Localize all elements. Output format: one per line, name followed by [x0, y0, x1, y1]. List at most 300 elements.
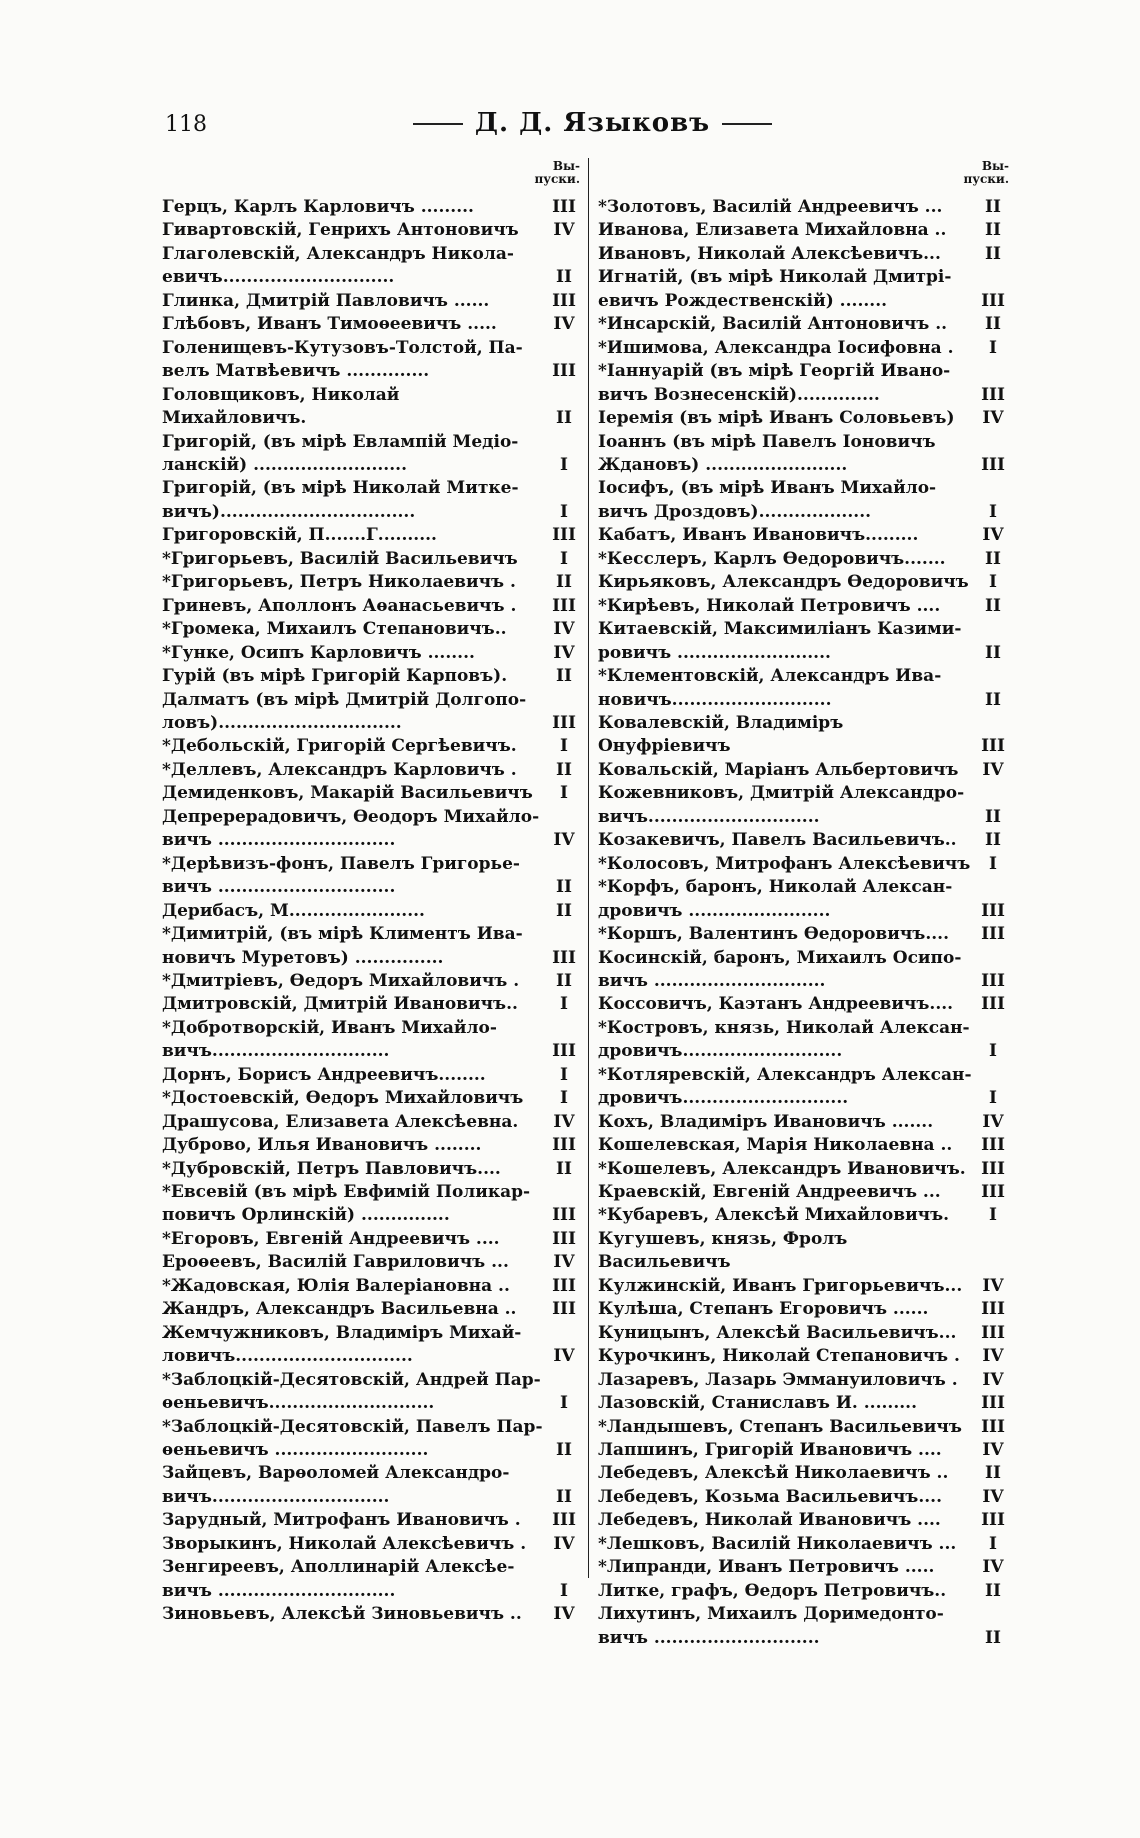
entry-name: Зарудный, Митрофанъ Ивановичъ . [162, 1510, 521, 1531]
index-entry [598, 1533, 1011, 1556]
entry-name: *Дмитріевъ, Ѳедоръ Михайловичъ . [162, 970, 520, 991]
entry-name: дровичъ........................... [598, 1041, 843, 1062]
index-entry [162, 571, 582, 594]
entry-volume: III [552, 1299, 576, 1320]
index-entry [598, 571, 1011, 594]
entry-name: Далматъ (въ мірѣ Дмитрій Долгопо- [162, 689, 527, 710]
left-column-rows [162, 196, 582, 1627]
entry-name: Іоаннъ (въ мірѣ Павелъ Іоновичъ [598, 431, 936, 452]
index-entry [162, 1416, 582, 1439]
entry-volume: II [556, 1440, 572, 1461]
index-entry [162, 360, 582, 383]
index-entry [162, 1134, 582, 1157]
entry-volume: IV [982, 1275, 1004, 1296]
index-entry [598, 712, 1011, 759]
index-entry [162, 735, 582, 758]
entry-volume: II [556, 572, 572, 593]
index-entry [162, 876, 582, 899]
right-column-rows [598, 196, 1011, 1650]
page-title-line [165, 108, 1020, 138]
entry-volume: IV [982, 1557, 1004, 1578]
entry-volume: III [552, 1135, 576, 1156]
entry-volume: III [981, 1416, 1005, 1437]
entry-name: ѳеньевичъ............................ [162, 1393, 435, 1414]
index-entry [598, 1228, 1011, 1275]
index-entry [162, 1204, 582, 1227]
entry-name: вичъ .............................. [162, 877, 396, 898]
entry-name: *Коршъ, Валентинъ Ѳедоровичъ.... [598, 924, 949, 945]
entry-name: вичъ Дроздовъ)................... [598, 501, 872, 522]
index-entry [598, 313, 1011, 336]
entry-volume: III [981, 1158, 1005, 1179]
index-entry [162, 1603, 582, 1626]
index-entry [598, 1486, 1011, 1509]
entry-name: вичъ.............................. [162, 1041, 390, 1062]
index-entry [598, 501, 1011, 524]
index-entry [598, 1392, 1011, 1415]
index-entry [162, 1345, 582, 1368]
entry-name: вичъ.............................. [162, 1486, 390, 1507]
entry-name: Лихутинъ, Михаилъ Доримедонто- [598, 1604, 944, 1625]
entry-volume: III [981, 994, 1005, 1015]
index-entry [162, 1181, 582, 1204]
entry-name: вичъ .............................. [162, 830, 396, 851]
index-entry [598, 1087, 1011, 1110]
entry-name: Зайцевъ, Варѳоломей Александро- [162, 1463, 510, 1484]
entry-name: ѳеньевичъ .......................... [162, 1440, 429, 1461]
entry-name: Демиденковъ, Макарій Васильевичъ [162, 783, 533, 804]
index-entry [598, 1627, 1011, 1650]
entry-name: Ковалевскій, Владиміръ Онуфріевичъ [598, 712, 850, 757]
entry-name: Ковальскій, Маріанъ Альбертовичъ [598, 759, 959, 780]
entry-name: евичъ Рождественскій) ........ [598, 290, 888, 311]
index-entry [162, 923, 582, 946]
entry-volume: III [552, 1510, 576, 1531]
index-entry [162, 1298, 582, 1321]
index-entry [162, 806, 582, 829]
entry-name: Кирьяковъ, Александръ Ѳедоровичъ [598, 572, 969, 593]
index-entry [162, 477, 582, 500]
entry-name: *Добротворскій, Иванъ Михайло- [162, 1017, 497, 1038]
entry-name: Козакевичъ, Павелъ Васильевичъ.. [598, 830, 957, 851]
index-entry [162, 595, 582, 618]
entry-name: Ивановъ, Николай Алексѣевичъ... [598, 243, 941, 264]
index-entry [598, 900, 1011, 923]
index-entry [598, 1134, 1011, 1157]
index-entry [598, 1064, 1011, 1087]
index-entry [162, 290, 582, 313]
index-entry [598, 923, 1011, 946]
entry-volume: IV [982, 1346, 1004, 1367]
index-entry [162, 712, 582, 735]
index-entry [598, 1439, 1011, 1462]
index-entry [598, 454, 1011, 477]
entry-name: *Достоевскій, Ѳедоръ Михайловичъ [162, 1088, 524, 1109]
index-entry [598, 290, 1011, 313]
entry-name: *Кошелевъ, Александръ Ивановичъ. [598, 1158, 966, 1179]
index-entry [598, 477, 1011, 500]
entry-name: Кабатъ, Иванъ Ивановичъ......... [598, 525, 919, 546]
index-entry [598, 1556, 1011, 1579]
index-entry [162, 454, 582, 477]
entry-volume: I [560, 454, 568, 475]
index-entry [162, 1509, 582, 1532]
index-entry [162, 243, 582, 266]
entry-name: Краевскій, Евгеній Андреевичъ ... [598, 1182, 941, 1203]
entry-volume: I [560, 736, 568, 757]
index-entry [598, 947, 1011, 970]
index-entry [162, 196, 582, 219]
entry-volume: III [552, 1041, 576, 1062]
left-column [162, 160, 582, 1627]
index-entry [162, 501, 582, 524]
entry-name: дровичъ ........................ [598, 900, 831, 921]
entry-volume: IV [982, 1486, 1004, 1507]
entry-name: *Котляревскій, Александръ Алексан- [598, 1064, 972, 1085]
entry-volume: III [981, 290, 1005, 311]
index-entry [598, 993, 1011, 1016]
entry-volume: I [560, 501, 568, 522]
entry-name: ловъ)............................... [162, 712, 402, 733]
index-entry [598, 337, 1011, 360]
entry-volume: IV [553, 1604, 575, 1625]
page-number: 118 [165, 112, 207, 137]
entry-name: Жандръ, Александръ Васильевна .. [162, 1299, 517, 1320]
entry-name: Дуброво, Илья Ивановичъ ........ [162, 1135, 482, 1156]
entry-volume: I [560, 1580, 568, 1601]
entry-name: Лазовскій, Станиславъ И. ......... [598, 1393, 917, 1414]
index-entry [162, 1111, 582, 1134]
index-entry [598, 1181, 1011, 1204]
index-entry [598, 1204, 1011, 1227]
index-entry [162, 219, 582, 242]
index-entry [162, 1369, 582, 1392]
index-entry [598, 1040, 1011, 1063]
entry-volume: IV [982, 408, 1004, 429]
index-entry [162, 759, 582, 782]
entry-name: Депререрадовичъ, Ѳеодоръ Михайло- [162, 806, 540, 827]
index-entry [162, 1392, 582, 1415]
entry-volume: II [985, 220, 1001, 241]
entry-volume: III [552, 712, 576, 733]
index-entry [162, 524, 582, 547]
entry-volume: III [981, 1322, 1005, 1343]
entry-volume: II [556, 970, 572, 991]
index-entry [598, 1158, 1011, 1181]
left-column-header: Вы- пуски. [534, 159, 580, 186]
entry-volume: III [981, 1510, 1005, 1531]
entry-volume: III [552, 595, 576, 616]
entry-volume: II [985, 806, 1001, 827]
index-entry [162, 665, 582, 688]
entry-name: ланскій) .......................... [162, 454, 407, 475]
index-entry [162, 548, 582, 571]
entry-volume: II [985, 314, 1001, 335]
entry-name: *Дебольскій, Григорій Сергѣевичъ. [162, 736, 517, 757]
index-entry [162, 1533, 582, 1556]
index-entry [598, 384, 1011, 407]
entry-volume: IV [982, 759, 1004, 780]
entry-name: Герцъ, Карлъ Карловичъ ......... [162, 197, 474, 217]
index-entry [162, 313, 582, 336]
entry-volume: I [560, 1393, 568, 1414]
index-entry [162, 1439, 582, 1462]
column-divider [588, 158, 589, 1578]
entry-name: Дорнъ, Борисъ Андреевичъ........ [162, 1064, 486, 1085]
index-entry [162, 1087, 582, 1110]
entry-volume: II [556, 900, 572, 921]
index-entry [598, 407, 1011, 430]
index-entry [162, 384, 582, 431]
entry-volume: I [560, 1064, 568, 1085]
entry-volume: III [552, 1275, 576, 1296]
entry-name: *Заблоцкій-Десятовскій, Павелъ Пар- [162, 1416, 543, 1437]
index-entry [598, 595, 1011, 618]
entry-name: *Деллевъ, Александръ Карловичъ . [162, 759, 517, 780]
index-entry [598, 1298, 1011, 1321]
entry-volume: I [989, 1088, 997, 1109]
entry-volume: IV [982, 1369, 1004, 1390]
entry-name: Іеремія (въ мірѣ Иванъ Соловьевъ) [598, 408, 955, 429]
index-entry [162, 337, 582, 360]
entry-name: *Костровъ, князь, Николай Алексан- [598, 1017, 970, 1038]
entry-volume: IV [553, 1111, 575, 1132]
entry-volume: IV [982, 1111, 1004, 1132]
entry-name: *Заблоцкій-Десятовскій, Андрей Пар- [162, 1369, 541, 1390]
entry-name: велъ Матвѣевичъ .............. [162, 361, 430, 382]
entry-volume: I [560, 548, 568, 569]
index-entry [598, 970, 1011, 993]
entry-volume: IV [553, 314, 575, 335]
entry-name: Коссовичъ, Каэтанъ Андреевичъ.... [598, 994, 954, 1015]
entry-name: *Ландышевъ, Степанъ Васильевичъ [598, 1416, 962, 1437]
entry-name: *Колосовъ, Митрофанъ Алексѣевичъ [598, 853, 971, 874]
entry-volume: IV [553, 642, 575, 663]
index-entry [162, 618, 582, 641]
title-rule-left [413, 123, 463, 125]
entry-name: Глѣбовъ, Иванъ Тимоѳеевичъ ..... [162, 314, 497, 335]
index-entry [162, 947, 582, 970]
index-entry [598, 829, 1011, 852]
entry-volume: III [981, 1135, 1005, 1156]
entry-name: Зворыкинъ, Николай Алексѣевичъ . [162, 1533, 527, 1554]
entry-name: *Клементовскій, Александръ Ива- [598, 666, 942, 687]
entry-name: *Іаннуарій (въ мірѣ Георгій Ивано- [598, 361, 951, 382]
entry-volume: II [985, 243, 1001, 264]
entry-volume: III [552, 290, 576, 311]
entry-volume: I [560, 994, 568, 1015]
index-entry [598, 642, 1011, 665]
entry-name: вичъ............................. [598, 806, 820, 827]
index-entry [598, 1345, 1011, 1368]
index-entry [598, 1275, 1011, 1298]
entry-name: вичъ Вознесенскій).............. [598, 384, 880, 405]
entry-volume: II [556, 267, 572, 288]
entry-volume: IV [982, 525, 1004, 546]
entry-volume: I [989, 853, 997, 874]
entry-name: *Григорьевъ, Василій Васильевичъ [162, 548, 518, 569]
right-column-header: Вы- пуски. [963, 159, 1009, 186]
entry-name: Дерибасъ, М....................... [162, 900, 425, 921]
entry-name: Игнатій, (въ мірѣ Николай Дмитрі- [598, 267, 952, 288]
index-entry [598, 219, 1011, 242]
entry-volume: II [985, 642, 1001, 663]
index-entry [598, 1603, 1011, 1626]
entry-name: новичъ Муретовъ) ............... [162, 947, 444, 968]
entry-name: Лебедевъ, Козьма Васильевичъ.... [598, 1486, 942, 1507]
index-entry [162, 1580, 582, 1603]
entry-name: Кошелевская, Марія Николаевна .. [598, 1135, 953, 1156]
entry-volume: I [989, 1205, 997, 1226]
entry-name: Глаголевскій, Александръ Никола- [162, 243, 514, 264]
entry-volume: II [985, 197, 1001, 217]
entry-name: Литке, графъ, Ѳедоръ Петровичъ.. [598, 1580, 947, 1601]
entry-volume: III [552, 197, 576, 217]
entry-name: евичъ............................. [162, 267, 395, 288]
entry-name: Лебедевъ, Николай Ивановичъ .... [598, 1510, 941, 1531]
entry-name: ровичъ .......................... [598, 642, 831, 663]
entry-name: Китаевскій, Максимиліанъ Казими- [598, 619, 962, 640]
index-entry [598, 1369, 1011, 1392]
index-entry [598, 1509, 1011, 1532]
entry-name: *Дерѣвизъ-фонъ, Павелъ Григорье- [162, 853, 520, 874]
entry-volume: I [989, 572, 997, 593]
index-entry [162, 689, 582, 712]
entry-name: *Громека, Михаилъ Степановичъ.. [162, 619, 507, 640]
index-entry [162, 1462, 582, 1485]
entry-volume: III [981, 1299, 1005, 1320]
entry-volume: II [985, 1627, 1001, 1648]
entry-name: *Ишимова, Александра Іосифовна . [598, 337, 954, 358]
entry-name: Ероѳеевъ, Василій Гавриловичъ ... [162, 1252, 509, 1273]
entry-name: дровичъ............................ [598, 1088, 849, 1109]
index-entry [598, 1416, 1011, 1439]
entry-name: Голенищевъ-Кутузовъ-Толстой, Па- [162, 337, 523, 358]
entry-name: Драшусова, Елизавета Алексѣевна. [162, 1111, 519, 1132]
entry-volume: II [556, 666, 572, 687]
entry-name: Глинка, Дмитрій Павловичъ ...... [162, 290, 490, 311]
index-entry [162, 1275, 582, 1298]
index-entry [598, 876, 1011, 899]
entry-name: Кожевниковъ, Дмитрій Александро- [598, 783, 965, 804]
index-entry [598, 548, 1011, 571]
entry-volume: III [981, 924, 1005, 945]
entry-volume: III [981, 970, 1005, 991]
right-column [598, 160, 1011, 1650]
index-entry [162, 1251, 582, 1274]
entry-volume: III [552, 1228, 576, 1249]
index-entry [598, 853, 1011, 876]
index-entry [162, 266, 582, 289]
entry-volume: IV [553, 1346, 575, 1367]
entry-name: вичъ)................................. [162, 501, 416, 522]
entry-name: вичъ ............................ [598, 1627, 820, 1648]
entry-volume: II [556, 759, 572, 780]
title-rule-right [722, 123, 772, 125]
entry-volume: II [556, 1158, 572, 1179]
entry-name: Курочкинъ, Николай Степановичъ . [598, 1346, 960, 1367]
entry-volume: IV [553, 830, 575, 851]
entry-volume: II [985, 830, 1001, 851]
entry-volume: IV [553, 619, 575, 640]
entry-name: повичъ Орлинскій) ............... [162, 1205, 450, 1226]
entry-name: Зиновьевъ, Алексѣй Зиновьевичъ .. [162, 1604, 522, 1625]
entry-name: Лапшинъ, Григорій Ивановичъ .... [598, 1440, 942, 1461]
entry-name: *Кирѣевъ, Николай Петровичъ .... [598, 595, 941, 616]
entry-name: Иванова, Елизавета Михайловна .. [598, 220, 947, 241]
entry-name: *Жадовская, Юлія Валеріановна .. [162, 1275, 510, 1296]
entry-name: Кулжинскій, Иванъ Григорьевичъ... [598, 1275, 963, 1296]
index-entry [162, 900, 582, 923]
entry-volume: IV [553, 1533, 575, 1554]
entry-name: Гурій (въ мірѣ Григорій Карповъ). [162, 666, 508, 687]
entry-volume: III [981, 1182, 1005, 1203]
index-entry [162, 782, 582, 805]
entry-volume: II [985, 1463, 1001, 1484]
index-entry [598, 1111, 1011, 1134]
index-entry [162, 1040, 582, 1063]
entry-volume: IV [982, 1440, 1004, 1461]
entry-name: Григорій, (въ мірѣ Николай Митке- [162, 478, 519, 499]
index-entry [598, 196, 1011, 219]
index-entry [598, 266, 1011, 289]
index-entry [598, 1580, 1011, 1603]
entry-name: ловичъ.............................. [162, 1346, 413, 1367]
entry-name: *Золотовъ, Василій Андреевичъ ... [598, 197, 943, 217]
entry-volume: II [556, 408, 572, 429]
entry-volume: I [989, 1041, 997, 1062]
index-entry [598, 1017, 1011, 1040]
index-entry [598, 806, 1011, 829]
index-entry [162, 1556, 582, 1579]
entry-name: *Димитрій, (въ мірѣ Климентъ Ива- [162, 924, 523, 945]
entry-name: *Корфъ, баронъ, Николай Алексан- [598, 877, 953, 898]
index-entry [162, 1322, 582, 1345]
index-entry [598, 360, 1011, 383]
entry-name: *Евсевій (въ мірѣ Евфимій Поликар- [162, 1182, 531, 1203]
index-entry [162, 1486, 582, 1509]
entry-name: Гриневъ, Аполлонъ Аѳанасьевичъ . [162, 595, 517, 616]
index-entry [598, 243, 1011, 266]
entry-name: Жемчужниковъ, Владиміръ Михай- [162, 1322, 522, 1343]
entry-volume: II [556, 1486, 572, 1507]
entry-name: Дмитровскій, Дмитрій Ивановичъ.. [162, 994, 518, 1015]
entry-name: *Григорьевъ, Петръ Николаевичъ . [162, 572, 516, 593]
entry-volume: I [989, 1533, 997, 1554]
entry-volume: I [989, 337, 997, 358]
entry-volume: I [560, 1088, 568, 1109]
index-entry [162, 970, 582, 993]
entry-name: *Дубровскій, Петръ Павловичъ.... [162, 1158, 501, 1179]
page-title: Д. Д. Языковъ [474, 108, 711, 138]
entry-name: Лебедевъ, Алексѣй Николаевичъ .. [598, 1463, 949, 1484]
entry-volume: I [989, 501, 997, 522]
entry-volume: II [985, 1580, 1001, 1601]
entry-name: Кулѣша, Степанъ Егоровичъ ...... [598, 1299, 929, 1320]
entry-volume: II [556, 877, 572, 898]
index-entry [162, 642, 582, 665]
entry-volume: III [981, 736, 1005, 757]
entry-volume: III [552, 947, 576, 968]
entry-name: *Липранди, Иванъ Петровичъ ..... [598, 1557, 935, 1578]
index-entry [598, 759, 1011, 782]
index-entry [162, 829, 582, 852]
entry-volume: III [981, 1393, 1005, 1414]
index-entry [162, 1228, 582, 1251]
entry-name: *Кесслеръ, Карлъ Ѳедоровичъ....... [598, 548, 946, 569]
entry-name: Зенгиреевъ, Аполлинарій Алексѣе- [162, 1557, 515, 1578]
entry-volume: III [552, 1205, 576, 1226]
